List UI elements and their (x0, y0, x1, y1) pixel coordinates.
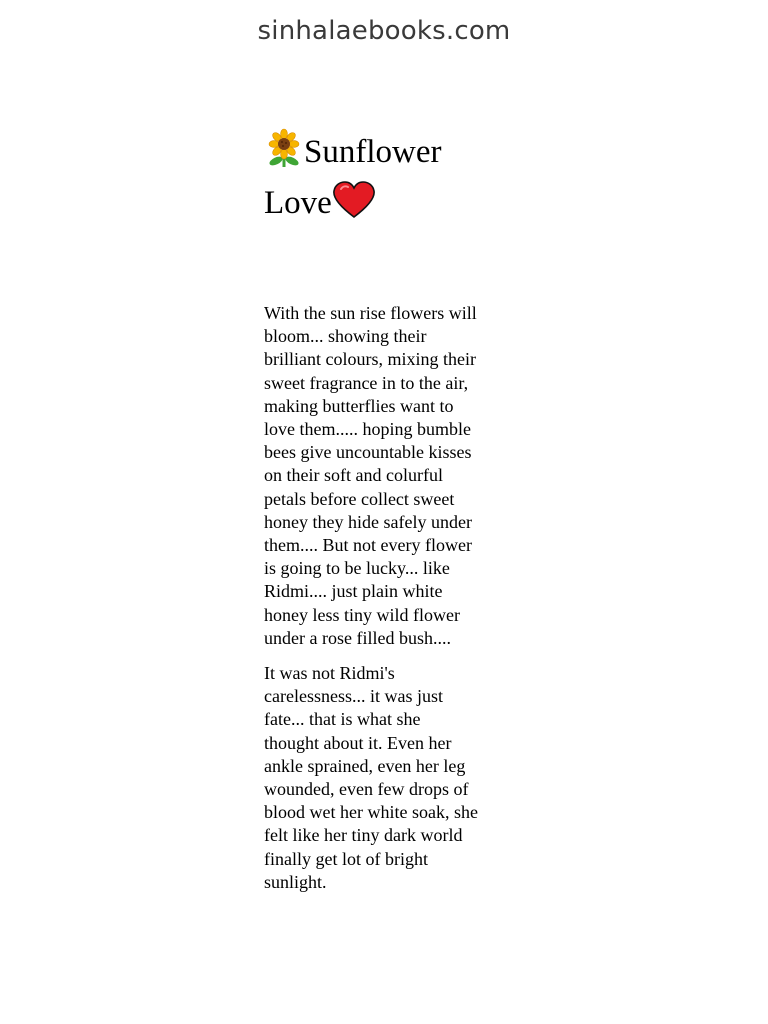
document-body (264, 302, 514, 894)
paragraph-2: It was not Ridmi's carelessness... it was just fate... that is what she thought about it. Even her ankle sprained, even her leg wounded, even few drops of blood wet her white soak, she felt like her tiny dark world finally get lot of bright sunlight. (264, 663, 478, 892)
sunflower-icon (264, 128, 304, 181)
paragraph-1: With the sun rise flowers will bloom... showing their brilliant colours, mixing their sweet fragrance in to the air, making butterflies want to love them..... hoping bumble bees give uncountable kisses on their soft and colurful petals before collect sweet honey they hide safely under them.... But not every flower is going to be lucky... like Ridmi.... just plain white honey less tiny wild flower under a rose filled bush.... (264, 303, 477, 648)
heart-icon (332, 181, 376, 232)
title-line1: Sunflower (304, 134, 442, 170)
document-page (264, 128, 514, 906)
document-title (264, 128, 514, 232)
title-line2: Love (264, 185, 332, 221)
site-header: sinhalaebooks.com (257, 16, 511, 46)
